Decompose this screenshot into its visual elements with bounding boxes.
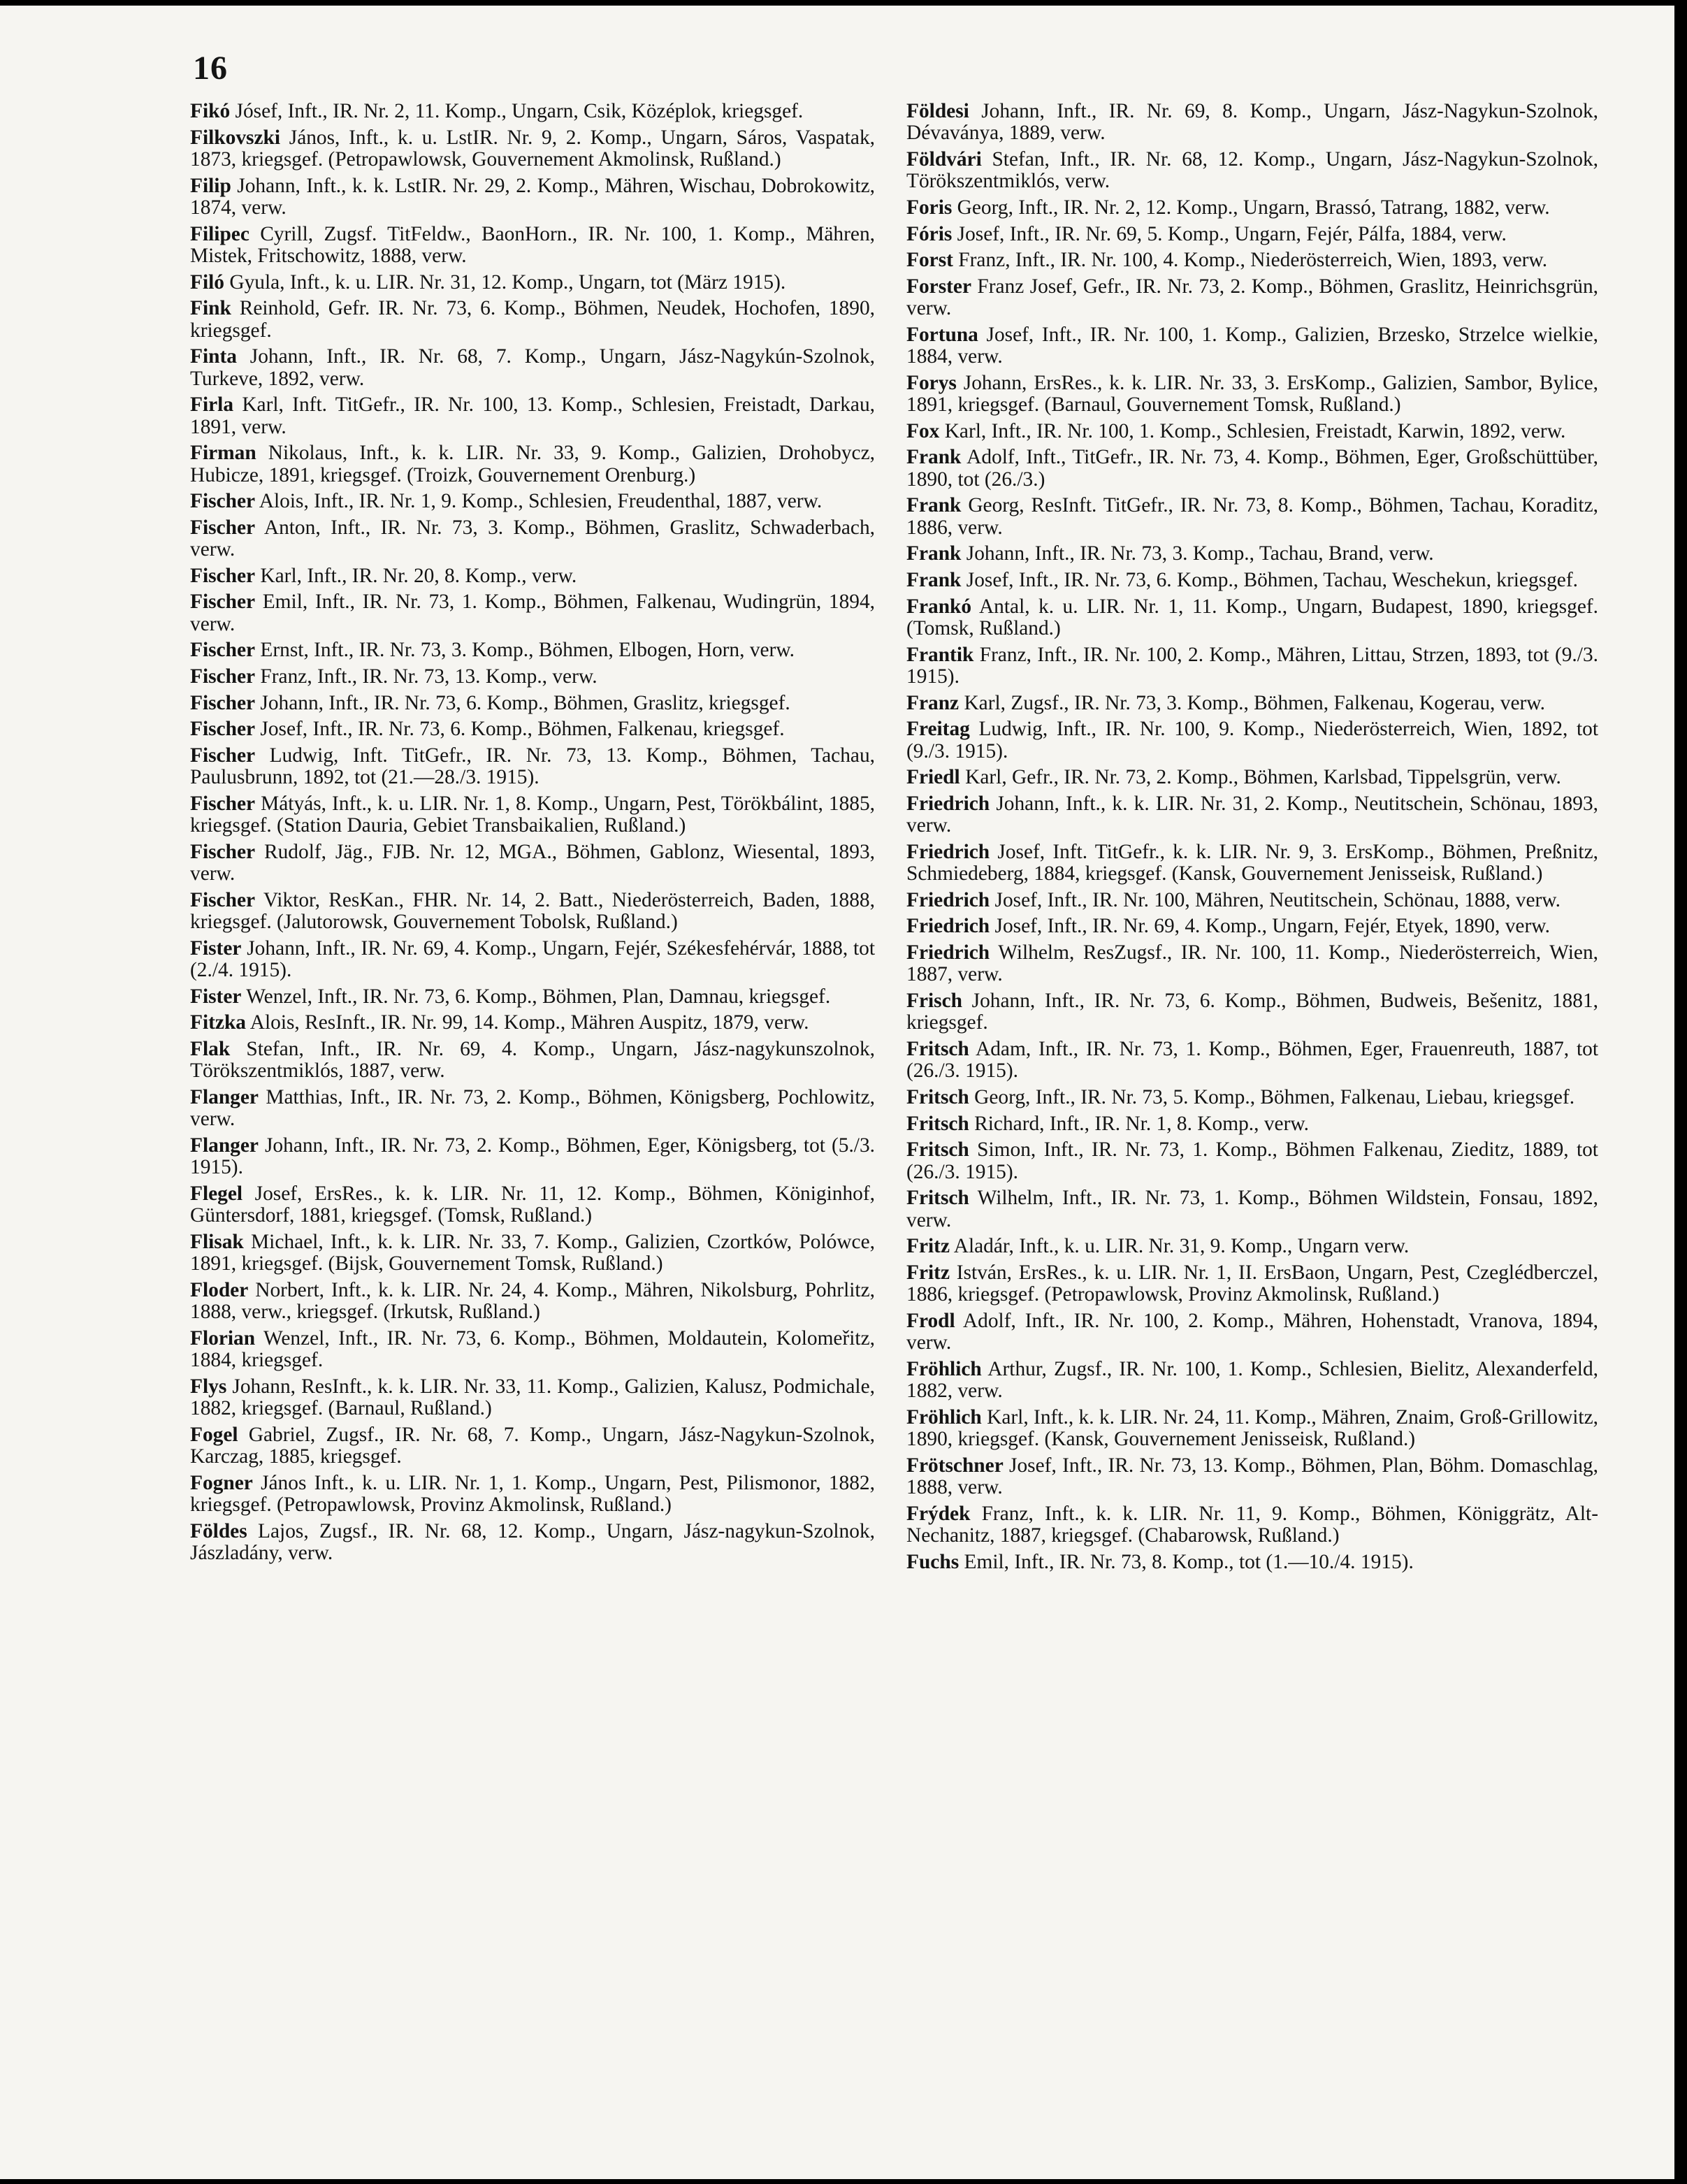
entry-details: Franz, Inft., IR. Nr. 100, 2. Komp., Mähren, Littau, Strzen, 1893, tot (9./3. 1915). bbox=[906, 643, 1598, 688]
entry-surname: Freitag bbox=[906, 718, 970, 741]
entry-surname: Fischer bbox=[190, 792, 256, 815]
list-entry bbox=[906, 543, 1598, 565]
entry-surname: Fischer bbox=[190, 564, 256, 587]
list-entry bbox=[906, 1262, 1598, 1306]
page-number: 16 bbox=[193, 50, 228, 87]
entry-details: Reinhold, Gefr. IR. Nr. 73, 6. Komp., Böhmen, Neudek, Hochofen, 1890, kriegsgef. bbox=[190, 297, 875, 342]
entry-details: Karl, Gefr., IR. Nr. 73, 2. Komp., Böhmen, Karlsbad, Tippelsgrün, verw. bbox=[965, 766, 1561, 789]
list-entry bbox=[906, 224, 1598, 245]
entry-details: István, ErsRes., k. u. LIR. Nr. 1, II. ErsBaon, Ungarn, Pest, Czeglédberczel, 1886, kriegsgef. (Petropawlowsk, Provinz Akmolinsk, Rußland.) bbox=[906, 1261, 1598, 1306]
entry-details: Josef, Inft., IR. Nr. 100, 1. Komp., Galizien, Brzesko, Strzelce wielkie, 1884, verw. bbox=[906, 323, 1598, 368]
entry-details: Emil, Inft., IR. Nr. 73, 8. Komp., tot (1.—10./4. 1915). bbox=[964, 1550, 1414, 1573]
entry-surname: Filip bbox=[190, 174, 231, 197]
entry-details: Johann, Inft., IR. Nr. 73, 6. Komp., Böhmen, Graslitz, kriegsgef. bbox=[260, 691, 790, 714]
list-entry bbox=[906, 1455, 1598, 1499]
list-entry bbox=[190, 346, 875, 390]
entry-surname: Fischer bbox=[190, 718, 256, 741]
list-entry bbox=[190, 491, 875, 512]
entry-details: Karl, Inft., k. k. LIR. Nr. 24, 11. Komp., Mähren, Znaim, Groß-Grillowitz, 1890, kriegsgef. (Kansk, Gouvernement Jenisseisk, Rußland.) bbox=[906, 1405, 1598, 1451]
list-entry bbox=[906, 718, 1598, 762]
entry-surname: Flisak bbox=[190, 1230, 244, 1253]
list-entry bbox=[190, 986, 875, 1008]
entry-surname: Fischer bbox=[190, 639, 256, 662]
list-entry bbox=[190, 1087, 875, 1131]
entry-surname: Fister bbox=[190, 985, 242, 1008]
list-entry bbox=[190, 639, 875, 661]
entry-details: Wenzel, Inft., IR. Nr. 73, 6. Komp., Böhmen, Moldautein, Kolomeřitz, 1884, kriegsgef. bbox=[190, 1326, 875, 1372]
list-entry bbox=[190, 793, 875, 837]
entry-surname: Frantik bbox=[906, 643, 974, 666]
list-entry bbox=[190, 272, 875, 294]
entry-details: Mátyás, Inft., k. u. LIR. Nr. 1, 8. Komp., Ungarn, Pest, Törökbálint, 1885, kriegsgef. (Station Dauria, Gebiet Transbaikalien, Rußland.) bbox=[190, 792, 875, 837]
entry-details: Ernst, Inft., IR. Nr. 73, 3. Komp., Böhmen, Elbogen, Horn, verw. bbox=[260, 639, 795, 662]
list-entry bbox=[190, 565, 875, 587]
entry-details: Josef, Inft., IR. Nr. 69, 4. Komp., Ungarn, Fejér, Etyek, 1890, verw. bbox=[994, 915, 1550, 938]
entry-surname: Fitzka bbox=[190, 1011, 246, 1034]
list-entry bbox=[190, 1183, 875, 1227]
entry-details: Aladár, Inft., k. u. LIR. Nr. 31, 9. Komp., Ungarn verw. bbox=[953, 1235, 1410, 1258]
list-entry bbox=[906, 1310, 1598, 1354]
entry-surname: Franz bbox=[906, 691, 960, 714]
entry-details: Ludwig, Inft. TitGefr., IR. Nr. 73, 13. Komp., Böhmen, Tachau, Paulusbrunn, 1892, tot (21.—28./3. 1915). bbox=[190, 744, 875, 789]
entry-surname: Földes bbox=[190, 1519, 247, 1542]
entry-surname: Friedrich bbox=[906, 888, 990, 911]
entry-details: Jósef, Inft., IR. Nr. 2, 11. Komp., Ungarn, Csik, Középlok, kriegsgef. bbox=[235, 100, 804, 122]
list-entry bbox=[906, 1236, 1598, 1257]
entry-surname: Frankó bbox=[906, 595, 972, 618]
entry-surname: Forys bbox=[906, 371, 957, 394]
entry-details: Karl, Inft., IR. Nr. 100, 1. Komp., Schlesien, Freistadt, Karwin, 1892, verw. bbox=[944, 419, 1566, 442]
entry-details: Josef, Inft., IR. Nr. 69, 5. Komp., Ungarn, Fejér, Pálfa, 1884, verw. bbox=[957, 222, 1507, 245]
entry-surname: Fogel bbox=[190, 1423, 238, 1446]
entry-details: Stefan, Inft., IR. Nr. 68, 12. Komp., Ungarn, Jász-Nagykun-Szolnok, Törökszentmiklós, verw. bbox=[906, 148, 1598, 193]
entry-details: Lajos, Zugsf., IR. Nr. 68, 12. Komp., Ungarn, Jász-nagykun-Szolnok, Jászladány, verw. bbox=[190, 1519, 875, 1565]
entry-details: Johann, Inft., IR. Nr. 68, 7. Komp., Ungarn, Jász-Nagykún-Szolnok, Turkeve, 1892, verw. bbox=[190, 345, 875, 390]
entry-surname: Fritsch bbox=[906, 1187, 969, 1210]
entry-details: Wilhelm, ResZugsf., IR. Nr. 100, 11. Komp., Niederösterreich, Wien, 1887, verw. bbox=[906, 941, 1598, 986]
list-entry bbox=[906, 990, 1598, 1034]
list-entry bbox=[906, 916, 1598, 937]
list-entry bbox=[906, 793, 1598, 837]
entry-surname: Forst bbox=[906, 249, 953, 272]
list-entry bbox=[190, 1012, 875, 1034]
list-entry bbox=[190, 841, 875, 885]
left-column bbox=[190, 101, 875, 1569]
list-entry bbox=[190, 718, 875, 740]
entry-surname: Flegel bbox=[190, 1182, 243, 1205]
list-entry bbox=[906, 693, 1598, 714]
entry-details: Georg, ResInft. TitGefr., IR. Nr. 73, 8. Komp., Böhmen, Tachau, Koraditz, 1886, verw. bbox=[906, 494, 1598, 539]
entry-details: Adolf, Inft., TitGefr., IR. Nr. 73, 4. Komp., Böhmen, Eger, Großschüttüber, 1890, tot (26./3.) bbox=[906, 446, 1598, 491]
entry-surname: Fischer bbox=[190, 490, 256, 513]
list-entry bbox=[906, 324, 1598, 368]
entry-surname: Fritz bbox=[906, 1235, 950, 1258]
entry-details: Gyula, Inft., k. u. LIR. Nr. 31, 12. Komp., Ungarn, tot (März 1915). bbox=[229, 270, 786, 294]
entry-surname: Friedrich bbox=[906, 915, 990, 938]
list-entry bbox=[906, 644, 1598, 688]
entry-details: Michael, Inft., k. k. LIR. Nr. 33, 7. Komp., Galizien, Czortków, Polówce, 1891, kriegsgef. (Bijsk, Gouvernement Tomsk, Rußland.) bbox=[190, 1230, 875, 1275]
entry-surname: Fischer bbox=[190, 840, 256, 863]
list-entry bbox=[190, 175, 875, 219]
list-entry bbox=[190, 442, 875, 486]
entry-details: Georg, Inft., IR. Nr. 2, 12. Komp., Ungarn, Brassó, Tatrang, 1882, verw. bbox=[957, 196, 1550, 219]
entry-surname: Firla bbox=[190, 393, 234, 417]
list-entry bbox=[190, 890, 875, 934]
entry-details: Emil, Inft., IR. Nr. 73, 1. Komp., Böhmen, Falkenau, Wudingrün, 1894, verw. bbox=[190, 591, 876, 635]
entry-surname: Fritz bbox=[906, 1261, 950, 1284]
list-entry bbox=[906, 1407, 1598, 1451]
entry-details: Josef, Inft., IR. Nr. 73, 13. Komp., Böhmen, Plan, Böhm. Domaschlag, 1888, verw. bbox=[906, 1454, 1598, 1499]
entry-surname: Flanger bbox=[190, 1085, 259, 1108]
entry-details: Viktor, ResKan., FHR. Nr. 14, 2. Batt., Niederösterreich, Baden, 1888, kriegsgef. (Jalutorowsk, Gouvernement Tobolsk, Rußland.) bbox=[190, 888, 875, 934]
list-entry bbox=[190, 1521, 875, 1565]
entry-surname: Flak bbox=[190, 1037, 231, 1060]
list-entry bbox=[906, 250, 1598, 271]
list-entry bbox=[906, 149, 1598, 193]
entry-details: Simon, Inft., IR. Nr. 73, 1. Komp., Böhmen Falkenau, Zieditz, 1889, tot (26./3. 1915). bbox=[906, 1138, 1598, 1183]
list-entry bbox=[190, 517, 875, 561]
entry-surname: Fink bbox=[190, 297, 231, 320]
document-page bbox=[0, 6, 1674, 2179]
entry-surname: Frank bbox=[906, 568, 962, 591]
right-column bbox=[906, 101, 1598, 1577]
entry-details: Franz, Inft., k. k. LIR. Nr. 11, 9. Komp., Böhmen, Königgrätz, Alt-Nechanitz, 1887, kriegsgef. (Chabarowsk, Rußland.) bbox=[906, 1502, 1598, 1547]
entry-details: Alois, Inft., IR. Nr. 1, 9. Komp., Schlesien, Freudenthal, 1887, verw. bbox=[259, 490, 823, 513]
list-entry bbox=[906, 276, 1598, 320]
entry-details: János Inft., k. u. LIR. Nr. 1, 1. Komp., Ungarn, Pest, Pilismonor, 1882, kriegsgef. (Petropawlowsk, Provinz Akmolinsk, Rußland.) bbox=[190, 1471, 875, 1517]
entry-details: Josef, Inft., IR. Nr. 100, Mähren, Neutitschein, Schönau, 1888, verw. bbox=[994, 888, 1561, 911]
entry-surname: Fischer bbox=[190, 665, 256, 688]
list-entry bbox=[190, 938, 875, 982]
list-entry bbox=[190, 1424, 875, 1468]
entry-details: Adolf, Inft., IR. Nr. 100, 2. Komp., Mähren, Hohenstadt, Vranova, 1894, verw. bbox=[906, 1309, 1598, 1354]
list-entry bbox=[190, 693, 875, 714]
entry-surname: Fóris bbox=[906, 222, 953, 245]
list-entry bbox=[906, 1039, 1598, 1083]
entry-surname: Frank bbox=[906, 542, 962, 565]
entry-details: Wilhelm, Inft., IR. Nr. 73, 1. Komp., Böhmen Wildstein, Fonsau, 1892, verw. bbox=[906, 1187, 1598, 1231]
entry-surname: Földesi bbox=[906, 100, 969, 122]
list-entry bbox=[906, 421, 1598, 442]
entry-details: Johann, Inft., IR. Nr. 73, 6. Komp., Böhmen, Budweis, Bešenitz, 1881, kriegsgef. bbox=[906, 989, 1598, 1034]
list-entry bbox=[906, 1087, 1598, 1108]
entry-surname: Fikó bbox=[190, 100, 231, 122]
list-entry bbox=[906, 447, 1598, 491]
entry-details: János, Inft., k. u. LstIR. Nr. 9, 2. Komp., Ungarn, Sáros, Vaspatak, 1873, kriegsgef. (Petropawlowsk, Gouvernement Akmolinsk, Rußland.) bbox=[190, 126, 875, 171]
entry-surname: Fritsch bbox=[906, 1112, 969, 1135]
entry-surname: Frank bbox=[906, 446, 962, 469]
list-entry bbox=[906, 890, 1598, 911]
entry-details: Adam, Inft., IR. Nr. 73, 1. Komp., Böhmen, Eger, Frauenreuth, 1887, tot (26./3. 1915). bbox=[906, 1037, 1598, 1083]
entry-surname: Flys bbox=[190, 1375, 227, 1398]
entry-surname: Fister bbox=[190, 936, 242, 960]
entry-surname: Fischer bbox=[190, 591, 256, 614]
entry-surname: Frýdek bbox=[906, 1502, 971, 1525]
list-entry bbox=[190, 1328, 875, 1372]
entry-details: Nikolaus, Inft., k. k. LIR. Nr. 33, 9. Komp., Galizien, Drohobycz, Hubicze, 1891, kriegsgef. (Troizk, Gouvernement Orenburg.) bbox=[190, 442, 875, 486]
list-entry bbox=[190, 394, 875, 438]
entry-details: Johann, Inft., k. k. LstIR. Nr. 29, 2. Komp., Mähren, Wischau, Dobrokowitz, 1874, verw. bbox=[190, 174, 875, 219]
entry-surname: Florian bbox=[190, 1326, 256, 1350]
list-entry bbox=[190, 1231, 875, 1275]
list-entry bbox=[906, 570, 1598, 591]
entry-details: Josef, Inft., IR. Nr. 73, 6. Komp., Böhmen, Tachau, Weschekun, kriegsgef. bbox=[966, 568, 1578, 591]
list-entry bbox=[906, 495, 1598, 539]
entry-details: Franz, Inft., IR. Nr. 100, 4. Komp., Niederösterreich, Wien, 1893, verw. bbox=[958, 249, 1548, 272]
list-entry bbox=[906, 1359, 1598, 1403]
entry-details: Matthias, Inft., IR. Nr. 73, 2. Komp., Böhmen, Königsberg, Pochlowitz, verw. bbox=[190, 1085, 875, 1131]
entry-details: Johann, Inft., IR. Nr. 73, 3. Komp., Tachau, Brand, verw. bbox=[966, 542, 1434, 565]
entry-surname: Fröhlich bbox=[906, 1405, 982, 1429]
entry-surname: Finta bbox=[190, 345, 237, 368]
entry-details: Karl, Inft., IR. Nr. 20, 8. Komp., verw. bbox=[260, 564, 577, 587]
entry-surname: Friedl bbox=[906, 766, 960, 789]
entry-surname: Fischer bbox=[190, 691, 256, 714]
entry-details: Josef, Inft. TitGefr., k. k. LIR. Nr. 9, 3. ErsKomp., Böhmen, Preßnitz, Schmiedeberg, 1884, kriegsgef. (Kansk, Gouvernement Jenisseisk, Rußland.) bbox=[906, 840, 1598, 885]
list-entry bbox=[190, 1039, 875, 1083]
entry-surname: Fritsch bbox=[906, 1085, 969, 1108]
entry-surname: Fischer bbox=[190, 744, 256, 767]
list-entry bbox=[906, 1113, 1598, 1135]
entry-details: Franz Josef, Gefr., IR. Nr. 73, 2. Komp., Böhmen, Graslitz, Heinrichsgrün, verw. bbox=[906, 275, 1598, 320]
entry-surname: Frodl bbox=[906, 1309, 955, 1332]
entry-surname: Flanger bbox=[190, 1134, 259, 1157]
entry-surname: Fritsch bbox=[906, 1138, 969, 1162]
entry-details: Johann, ErsRes., k. k. LIR. Nr. 33, 3. ErsKomp., Galizien, Sambor, Bylice, 1891, kriegsgef. (Barnaul, Gouvernement Tomsk, Rußland.) bbox=[906, 371, 1598, 417]
list-entry bbox=[906, 1503, 1598, 1547]
entry-details: Josef, Inft., IR. Nr. 73, 6. Komp., Böhmen, Falkenau, kriegsgef. bbox=[260, 718, 785, 741]
entry-details: Norbert, Inft., k. k. LIR. Nr. 24, 4. Komp., Mähren, Nikolsburg, Pohrlitz, 1888, verw., kriegsgef. (Irkutsk, Rußland.) bbox=[190, 1278, 875, 1324]
list-entry bbox=[190, 591, 875, 635]
list-entry bbox=[190, 1376, 875, 1420]
list-entry bbox=[906, 1552, 1598, 1573]
list-entry bbox=[190, 101, 875, 122]
entry-surname: Filkovszki bbox=[190, 126, 281, 149]
entry-surname: Fischer bbox=[190, 516, 256, 539]
list-entry bbox=[190, 1135, 875, 1179]
entry-details: Johann, ResInft., k. k. LIR. Nr. 33, 11. Komp., Galizien, Kalusz, Podmichale, 1882, kriegsgef. (Barnaul, Rußland.) bbox=[190, 1375, 875, 1420]
entry-details: Arthur, Zugsf., IR. Nr. 100, 1. Komp., Schlesien, Bielitz, Alexanderfeld, 1882, verw. bbox=[906, 1357, 1598, 1403]
entry-details: Johann, Inft., k. k. LIR. Nr. 31, 2. Komp., Neutitschein, Schönau, 1893, verw. bbox=[906, 792, 1598, 837]
entry-surname: Foris bbox=[906, 196, 953, 219]
entry-surname: Fischer bbox=[190, 888, 256, 911]
entry-surname: Fritsch bbox=[906, 1037, 969, 1060]
entry-details: Anton, Inft., IR. Nr. 73, 3. Komp., Böhmen, Graslitz, Schwaderbach, verw. bbox=[190, 516, 875, 561]
entry-details: Stefan, Inft., IR. Nr. 69, 4. Komp., Ungarn, Jász-nagykunszolnok, Törökszentmiklós, 1887, verw. bbox=[190, 1037, 875, 1083]
list-entry bbox=[906, 1187, 1598, 1231]
entry-details: Johann, Inft., IR. Nr. 69, 8. Komp., Ungarn, Jász-Nagykun-Szolnok, Dévaványa, 1889, verw. bbox=[906, 100, 1598, 145]
entry-details: Karl, Zugsf., IR. Nr. 73, 3. Komp., Böhmen, Falkenau, Kogerau, verw. bbox=[964, 691, 1545, 714]
entry-details: Rudolf, Jäg., FJB. Nr. 12, MGA., Böhmen, Gablonz, Wiesental, 1893, verw. bbox=[190, 840, 875, 885]
entry-surname: Firman bbox=[190, 442, 256, 465]
list-entry bbox=[190, 298, 875, 342]
entry-surname: Friedrich bbox=[906, 840, 990, 863]
list-entry bbox=[906, 596, 1598, 640]
entry-surname: Filó bbox=[190, 270, 224, 294]
entry-surname: Fortuna bbox=[906, 323, 978, 346]
entry-surname: Fogner bbox=[190, 1471, 253, 1494]
list-entry bbox=[906, 1139, 1598, 1183]
entry-details: Karl, Inft. TitGefr., IR. Nr. 100, 13. Komp., Schlesien, Freistadt, Darkau, 1891, verw. bbox=[190, 393, 875, 438]
entry-details: Richard, Inft., IR. Nr. 1, 8. Komp., verw. bbox=[974, 1112, 1310, 1135]
entry-details: Georg, Inft., IR. Nr. 73, 5. Komp., Böhmen, Falkenau, Liebau, kriegsgef. bbox=[974, 1085, 1575, 1108]
entry-details: Gabriel, Zugsf., IR. Nr. 68, 7. Komp., Ungarn, Jász-Nagykun-Szolnok, Karczag, 1885, kriegsgef. bbox=[190, 1423, 875, 1468]
list-entry bbox=[906, 373, 1598, 417]
entry-details: Antal, k. u. LIR. Nr. 1, 11. Komp., Ungarn, Budapest, 1890, kriegsgef. (Tomsk, Rußland.) bbox=[906, 595, 1598, 639]
entry-surname: Forster bbox=[906, 275, 972, 298]
list-entry bbox=[906, 197, 1598, 219]
entry-details: Wenzel, Inft., IR. Nr. 73, 6. Komp., Böhmen, Plan, Damnau, kriegsgef. bbox=[246, 985, 831, 1008]
entry-surname: Frank bbox=[906, 494, 962, 517]
entry-surname: Fuchs bbox=[906, 1550, 960, 1573]
entry-surname: Frisch bbox=[906, 989, 962, 1012]
list-entry bbox=[906, 101, 1598, 145]
entry-surname: Frötschner bbox=[906, 1454, 1004, 1477]
entry-surname: Friedrich bbox=[906, 941, 990, 964]
entry-details: Cyrill, Zugsf. TitFeldw., BaonHorn., IR. Nr. 100, 1. Komp., Mähren, Mistek, Fritschowitz, 1888, verw. bbox=[190, 222, 875, 267]
list-entry bbox=[906, 841, 1598, 885]
entry-details: Alois, ResInft., IR. Nr. 99, 14. Komp., Mähren Auspitz, 1879, verw. bbox=[249, 1011, 809, 1034]
entry-surname: Fröhlich bbox=[906, 1357, 982, 1380]
list-entry bbox=[190, 127, 875, 171]
list-entry bbox=[906, 767, 1598, 788]
entry-surname: Filipec bbox=[190, 222, 249, 245]
list-entry bbox=[190, 745, 875, 789]
list-entry bbox=[190, 1473, 875, 1517]
entry-details: Franz, Inft., IR. Nr. 73, 13. Komp., verw. bbox=[260, 665, 598, 688]
list-entry bbox=[190, 666, 875, 688]
entry-surname: Fox bbox=[906, 419, 940, 442]
list-entry bbox=[190, 1280, 875, 1324]
entry-details: Johann, Inft., IR. Nr. 69, 4. Komp., Ungarn, Fejér, Székesfehérvár, 1888, tot (2./4. 1915). bbox=[190, 936, 875, 982]
list-entry bbox=[190, 224, 875, 268]
entry-surname: Földvári bbox=[906, 148, 982, 171]
entry-surname: Floder bbox=[190, 1278, 249, 1301]
entry-details: Johann, Inft., IR. Nr. 73, 2. Komp., Böhmen, Eger, Königsberg, tot (5./3. 1915). bbox=[190, 1134, 875, 1179]
entry-surname: Friedrich bbox=[906, 792, 990, 815]
entry-details: Josef, ErsRes., k. k. LIR. Nr. 11, 12. Komp., Böhmen, Königinhof, Güntersdorf, 1881, kriegsgef. (Tomsk, Rußland.) bbox=[190, 1182, 875, 1227]
entry-details: Ludwig, Inft., IR. Nr. 100, 9. Komp., Niederösterreich, Wien, 1892, tot (9./3. 1915). bbox=[906, 718, 1598, 762]
list-entry bbox=[906, 942, 1598, 986]
